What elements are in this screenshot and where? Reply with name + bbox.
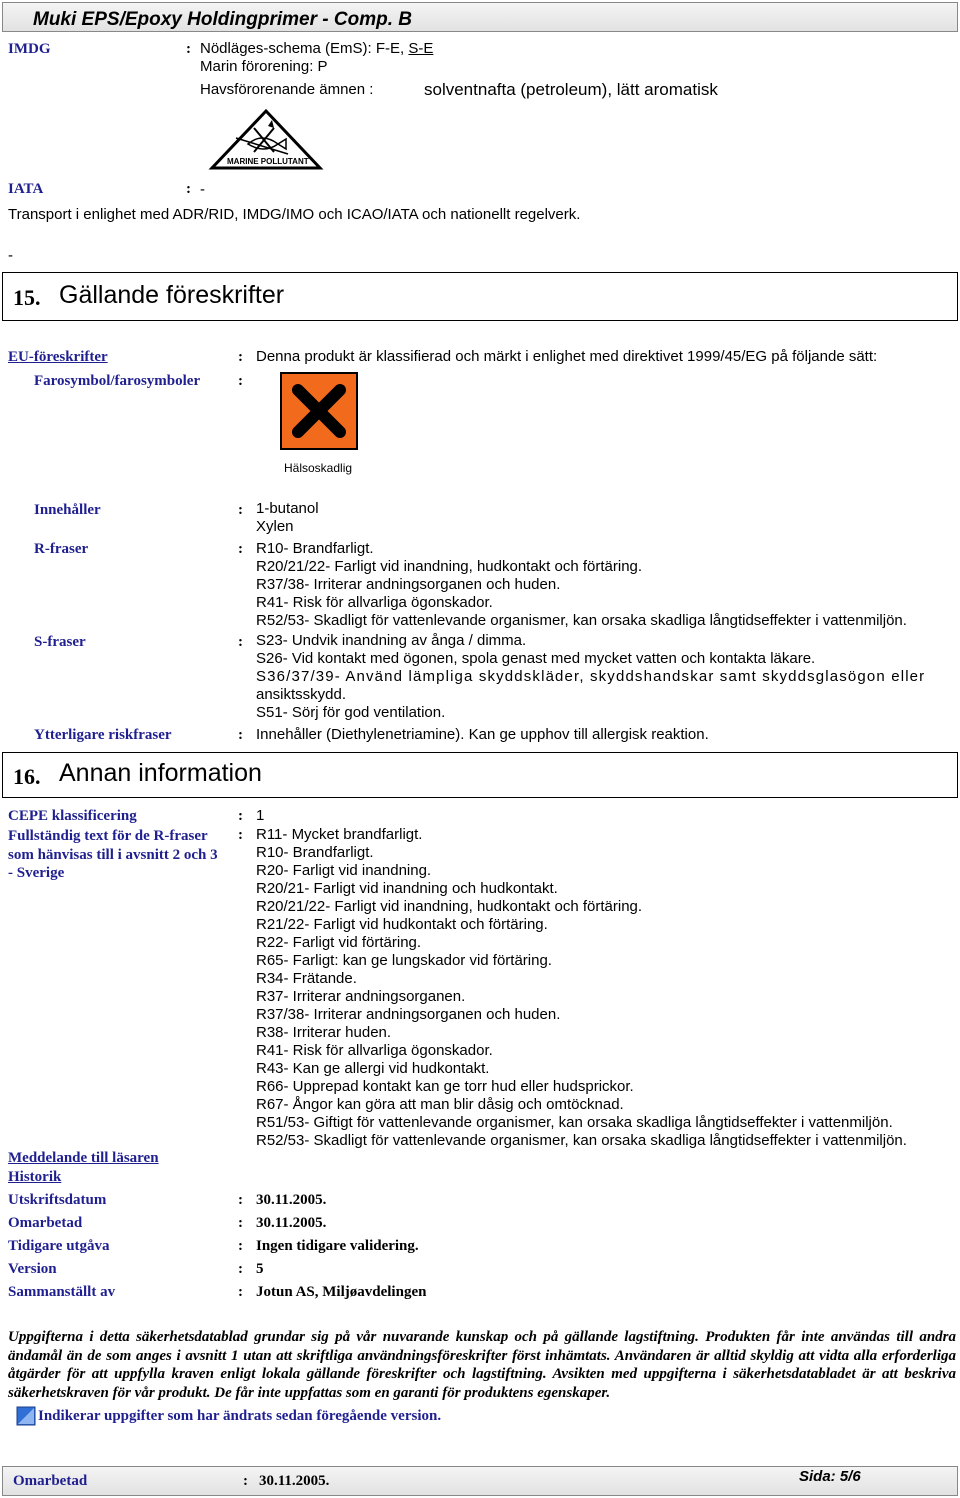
list-item: R37- Irriterar andningsorganen. <box>256 988 466 1005</box>
list-item: R21/22- Farligt vid hudkontakt och förtäring. <box>256 916 548 933</box>
s-phrases-colon: : <box>238 634 243 650</box>
change-indicator-icon <box>16 1406 36 1426</box>
list-item: R65- Farligt: kan ge lungskador vid förtäring. <box>256 952 552 969</box>
full-text-label-line: Fullständig text för de R-fraser <box>8 828 208 844</box>
transport-note: Transport i enlighet med ADR/RID, IMDG/IMO och ICAO/IATA och nationellt regelverk. <box>8 206 581 223</box>
contains-list <box>256 500 319 536</box>
imdg-ems <box>200 40 433 58</box>
full-text-list <box>256 826 907 1150</box>
full-text-colon: : <box>238 827 243 843</box>
revised-value: 30.11.2005. <box>256 1215 327 1231</box>
contains-colon: : <box>238 502 243 518</box>
r-phrases-label: R-fraser <box>34 541 89 557</box>
version-label: Version <box>8 1261 57 1277</box>
footer-date: 30.11.2005. <box>259 1473 330 1489</box>
section-15-title: Gällande föreskrifter <box>59 281 285 309</box>
list-item: R66- Upprepad kontakt kan ge torr hud eller hudsprickor. <box>256 1078 634 1095</box>
version-colon: : <box>238 1261 243 1277</box>
list-item: R20/21- Farligt vid inandning och hudkontakt. <box>256 880 558 897</box>
document-footer <box>2 1466 958 1496</box>
page-number: Sida: 5/6 <box>799 1468 861 1485</box>
compiled-by-value: Jotun AS, Miljøavdelingen <box>256 1284 427 1300</box>
marine-pollutant-label: MARINE POLLUTANT <box>227 157 309 166</box>
extra-risk-value: Innehåller (Diethylenetriamine). Kan ge upphov till allergisk reaktion. <box>256 726 709 743</box>
compiled-by-label: Sammanställt av <box>8 1284 116 1300</box>
list-item: R20/21/22- Farligt vid inandning, hudkontakt och förtäring. <box>256 558 643 575</box>
extra-risk-label: Ytterligare riskfraser <box>34 727 172 743</box>
r-phrases-list <box>256 540 907 630</box>
section-16-header <box>2 752 958 798</box>
list-item: R38- Irriterar huden. <box>256 1024 392 1041</box>
printed-value: 30.11.2005. <box>256 1192 327 1208</box>
list-item: R10- Brandfarligt. <box>256 540 374 557</box>
list-item: R20/21/22- Farligt vid inandning, hudkontakt och förtäring. <box>256 898 643 915</box>
imdg-pollutant-label: Havsförorenande ämnen : <box>200 81 374 98</box>
version-value: 5 <box>256 1261 264 1277</box>
list-item: R10- Brandfarligt. <box>256 844 374 861</box>
list-item: S26- Vid kontakt med ögonen, spola genast med mycket vatten och kontakta läkare. <box>256 650 816 667</box>
list-item: 1-butanol <box>256 500 319 517</box>
list-item: R20- Farligt vid inandning. <box>256 862 432 879</box>
full-text-label-line: - Sverige <box>8 865 65 881</box>
imdg-label: IMDG <box>8 41 51 57</box>
cepe-colon: : <box>238 808 243 824</box>
footer-colon: : <box>243 1473 248 1489</box>
disclaimer: Uppgifterna i detta säkerhetsdatablad grundar sig på vår nuvarande kunskap och på gällande lagstiftning. Produkten får inte användas till andra ändamål än de som anges i avsnitt 1 utan att skriftliga användningsföreskrifter först inhämtats. Användaren är alltid skyldig att vidta alla erforderliga åtgärder för att uppfylla kraven enligt lokala gällande föreskrifter och lagstiftning. Avsikten med uppgifterna i säkerhetsdatabladet är att beskriva säkerhetskraven för vår produkt. De får inte uppfattas som en garanti för produktens egenskaper. <box>8 1329 956 1401</box>
iata-label: IATA <box>8 181 44 197</box>
list-item: R37/38- Irriterar andningsorganen och huden. <box>256 576 561 593</box>
list-item: Xylen <box>256 518 294 535</box>
section-16-title: Annan information <box>59 759 262 787</box>
previous-edition-label: Tidigare utgåva <box>8 1238 110 1254</box>
hazard-caption: Hälsoskadlig <box>284 461 353 475</box>
list-item: R67- Ångor kan göra att man blir dåsig och omtöcknad. <box>256 1096 624 1113</box>
imdg-ems-text: Nödläges-schema (EmS): F-E, <box>200 40 409 57</box>
eu-colon: : <box>238 349 243 365</box>
document-title: Muki EPS/Epoxy Holdingprimer - Comp. B <box>33 9 412 30</box>
eu-value: Denna produkt är klassifierad och märkt i enlighet med direktivet 1999/45/EG på följande sätt: <box>256 348 878 365</box>
previous-edition-colon: : <box>238 1238 243 1254</box>
list-item: R41- Risk för allvarliga ögonskador. <box>256 594 493 611</box>
compiled-by-colon: : <box>238 1284 243 1300</box>
imdg-marine-pollution: Marin förorening: P <box>200 58 328 75</box>
cepe-label: CEPE klassificering <box>8 808 137 824</box>
change-note: Indikerar uppgifter som har ändrats sedan föregående version. <box>38 1408 442 1424</box>
list-item: R34- Frätande. <box>256 970 357 987</box>
s-phrases-list <box>256 632 925 722</box>
eu-regulations-link[interactable]: EU-föreskrifter <box>8 349 108 365</box>
list-item: R37/38- Irriterar andningsorganen och huden. <box>256 1006 561 1023</box>
imdg-ems-link[interactable]: S-E <box>408 40 434 57</box>
s-phrases-label: S-fraser <box>34 634 86 650</box>
cepe-value: 1 <box>256 807 265 824</box>
full-text-label <box>8 827 218 883</box>
hazard-symbol-label: Farosymbol/farosymboler <box>34 373 201 389</box>
hazard-symbol-colon: : <box>238 373 243 389</box>
iata-colon: : <box>186 181 191 197</box>
footer-revised-label: Omarbetad <box>13 1473 88 1489</box>
list-item: S51- Sörj för god ventilation. <box>256 704 446 721</box>
section-15-header <box>2 272 958 321</box>
notice-link[interactable]: Meddelande till läsaren <box>8 1150 159 1166</box>
list-item: R52/53- Skadligt för vattenlevande organismer, kan orsaka skadliga långtidseffekter i vattenmiljön. <box>256 1132 907 1149</box>
previous-edition-value: Ingen tidigare validering. <box>256 1238 419 1254</box>
imdg-colon: : <box>186 41 191 57</box>
contains-label: Innehåller <box>34 502 101 518</box>
extra-risk-colon: : <box>238 727 243 743</box>
list-item: S36/37/39- Använd lämpliga skyddskläder, skyddshandskar samt skyddsglasögon eller <box>256 668 926 685</box>
harmful-icon <box>280 372 358 450</box>
list-item: R22- Farligt vid förtäring. <box>256 934 422 951</box>
r-phrases-colon: : <box>238 541 243 557</box>
list-item: R52/53- Skadligt för vattenlevande organismer, kan orsaka skadliga långtidseffekter i vattenmiljön. <box>256 612 907 629</box>
revised-label: Omarbetad <box>8 1215 83 1231</box>
revised-colon: : <box>238 1215 243 1231</box>
list-item: R51/53- Giftigt för vattenlevande organismer, kan orsaka skadliga långtidseffekter i vattenmiljön. <box>256 1114 893 1131</box>
full-text-label-line: som hänvisas till i avsnitt 2 och 3 <box>8 846 218 863</box>
list-item: ansiktsskydd. <box>256 686 347 703</box>
list-item: S23- Undvik inandning av ånga / dimma. <box>256 632 527 649</box>
list-item: R41- Risk för allvarliga ögonskador. <box>256 1042 493 1059</box>
printed-colon: : <box>238 1192 243 1208</box>
dash-marker: - <box>8 247 13 264</box>
printed-label: Utskriftsdatum <box>8 1192 107 1208</box>
section-16-number: 16. <box>13 764 41 789</box>
list-item: R11- Mycket brandfarligt. <box>256 826 423 843</box>
iata-value: - <box>200 181 205 198</box>
history-link[interactable]: Historik <box>8 1169 62 1185</box>
list-item: R43- Kan ge allergi vid hudkontakt. <box>256 1060 490 1077</box>
document-header <box>2 2 958 32</box>
section-15-number: 15. <box>13 285 41 310</box>
imdg-pollutant-value: solventnafta (petroleum), lätt aromatisk <box>424 80 718 99</box>
